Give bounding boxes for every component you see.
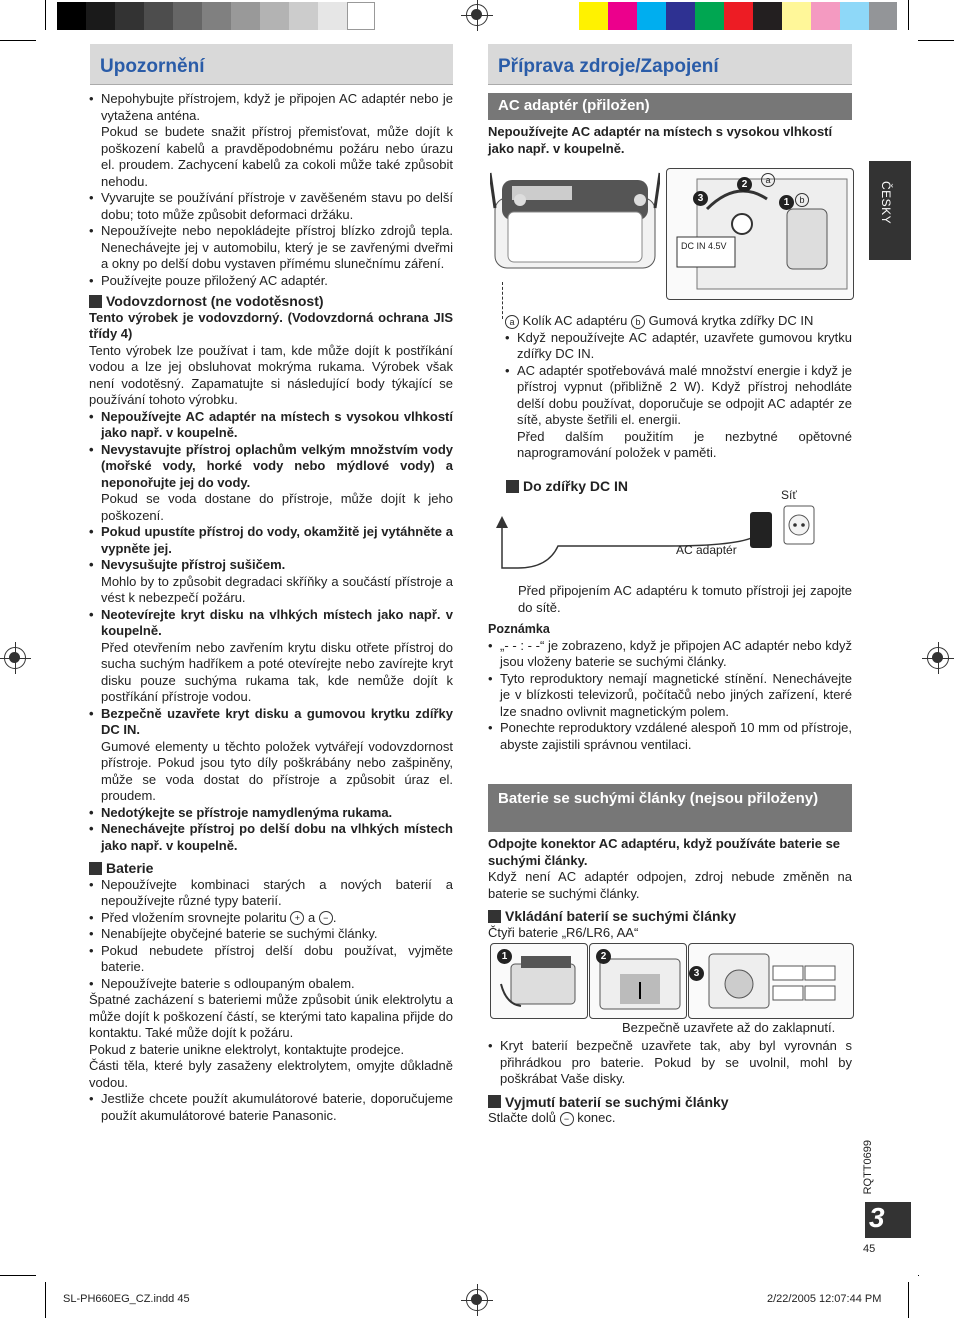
paragraph: Když není AC adaptér odpojen, zdroj nebude změněn na baterie se suchými články. — [488, 869, 852, 901]
crop-mark — [908, 0, 909, 30]
swatch — [869, 2, 897, 30]
paragraph: Pokud se voda dostane do přístroje, může dojít k jeho poškození. — [101, 491, 453, 523]
list-item: • Pokud nebudete přístroj delší dobu používat, vyjměte baterie. — [89, 943, 453, 976]
crop-mark — [0, 40, 36, 41]
list-item: • Nepoužívejte AC adaptér na místech s vysokou vlhkostí jako např. v koupelně. — [89, 409, 453, 442]
swatch — [289, 2, 318, 30]
note-heading: Poznámka — [488, 622, 550, 636]
list-item: • Tyto reproduktory nemají magnetické stínění. Nenechávejte je v blízkosti televizorů, počítačů nebo jiných zařízení, které lze snadno ovlivnit magnetickým polem. — [488, 671, 852, 721]
footer-right: 2/22/2005 12:07:44 PM — [767, 1293, 882, 1305]
paragraph: Tento výrobek je vodovzdorný. (Vodovzdorná ochrana JIS třídy 4) — [89, 309, 453, 341]
list-item: • Nenabíjejte obyčejné baterie se suchými články. — [89, 926, 453, 943]
crop-mark — [45, 1282, 46, 1318]
step-2-marker: 2 — [737, 177, 752, 192]
jack-drawing — [667, 169, 853, 299]
list-item: • Nepoužívejte kombinaci starých a nových baterií a nepoužívejte různé typy baterií. — [89, 877, 453, 910]
subsection-bar-ac — [488, 93, 852, 120]
heading-text: Baterie se suchými články (nejsou přiloženy) — [498, 790, 819, 807]
device-illustration — [490, 168, 660, 280]
list-item: • Používejte pouze přiložený AC adaptér. — [89, 273, 453, 290]
swatch — [695, 2, 724, 30]
left-column — [89, 91, 453, 1124]
heading-text: Vodovzdornost (ne vodotěsnost) — [106, 293, 324, 309]
language-tab-label: ČESKY — [879, 181, 893, 225]
swatch — [811, 2, 840, 30]
text: konec. — [577, 1110, 616, 1125]
note-block — [488, 621, 852, 753]
paragraph: Před připojením AC adaptéru k tomuto přístroji jej zapojte do sítě. — [518, 583, 852, 615]
square-bullet-icon — [506, 480, 519, 493]
list-item: • Kryt baterií bezpečně uzavřete tak, aby byl vyrovnán s přihrádkou pro baterie. Pokud by se uvolnil, mohl by poškrábat Vaše disky. — [488, 1038, 852, 1088]
text: Stlačte dolů — [488, 1110, 556, 1125]
label-adapter: AC adaptér — [676, 543, 737, 557]
swatch — [666, 2, 695, 30]
paragraph: Špatné zacházení s bateriemi může způsobit únik elektrolytu a může dojít k poškození částí, se kterými tato kapalina přijde do kontaktu. Také může dojít k požáru. — [89, 992, 453, 1040]
swatch — [782, 2, 811, 30]
square-bullet-icon — [89, 862, 102, 875]
subheading-insert — [488, 908, 852, 925]
connector-line — [502, 282, 503, 319]
list-item: • Jestliže chcete použít akumulátorové baterie, doporučujeme použít akumulátorové baterie Panasonic. — [89, 1091, 453, 1124]
page-number: 45 — [863, 1243, 876, 1255]
step3-drawing — [689, 944, 853, 1018]
ac-notes — [505, 313, 852, 462]
heading-text: Vkládání baterií se suchými články — [505, 908, 737, 924]
list-item: • AC adaptér spotřebovává malé množství energie i když je přístroj vypnut (přibližně 2 W). Když přístroj nehodláte delší dobu používat, doporučuje se odpojit AC adaptér ze sítě, abyste šetřili el. energii. — [505, 363, 852, 429]
marker-a: a — [505, 315, 519, 329]
subheading-remove — [488, 1094, 852, 1111]
paragraph: Pokud z baterie unikne elektrolyt, kontaktujte prodejce. — [89, 1041, 405, 1057]
list-item: • Vyvarujte se používání přístroje v zavěšeném stavu po delší dobu; toto může způsobit deformaci držáku. — [89, 190, 453, 223]
battery-step-2 — [589, 943, 687, 1019]
paragraph: Části těla, které byly zasaženy elektrolytem, omyjte důkladně vodou. — [89, 1058, 453, 1090]
text: Gumová krytka zdířky DC IN — [648, 313, 814, 328]
dcin-text — [518, 583, 852, 616]
text: Kolík AC adaptéru — [522, 313, 628, 328]
swatch — [173, 2, 202, 30]
square-bullet-icon — [488, 1095, 501, 1108]
list-item: • Nepohybujte přístrojem, když je připojen AC adaptér nebo je vytažena anténa. — [89, 91, 453, 124]
minus-polarity-icon: − — [560, 1112, 574, 1126]
paragraph: Před otevřením nebo zavřením krytu disku otřete přístroj do sucha suchým hadříkem a poté otevírejte nebo zavírejte kryt disku pouze suchýma rukama tak, kde nemůže dojít k postříkání přístroje vodou. — [101, 639, 453, 704]
list-item: • Ponechte reproduktory vzdálené alespoň 10 mm od přístroje, abyste zajistili správnou ventilaci. — [488, 720, 852, 753]
list-item: • Nevystavujte přístroj oplachům velkým množstvím vody (mořské vody, horké vody nebo mýdlové vody) a neponořujte jej do vody. — [89, 442, 453, 492]
paragraph: Odpojte konektor AC adaptéru, když používáte baterie se suchými články. — [488, 836, 841, 868]
step-3-marker: 3 — [689, 966, 704, 981]
crop-mark — [918, 1275, 919, 1276]
registration-mark-icon — [466, 1289, 488, 1311]
device-drawing — [490, 168, 660, 280]
list-item: • „- - : - -“ je zobrazeno, když je připojen AC adaptér nebo když jsou vloženy baterie se suchými články. — [488, 638, 852, 671]
list-item: • Před vložením srovnejte polaritu + a − . — [89, 910, 453, 927]
paragraph: Mohlo by to způsobit degradaci skříňky a součástí přístroje a vést k nebezpečí požáru. — [101, 573, 453, 605]
swatch — [231, 2, 260, 30]
subheading-water — [89, 293, 453, 310]
registration-mark-icon — [927, 647, 949, 669]
heading-text: Baterie — [106, 860, 154, 876]
section-title-bar — [488, 44, 852, 85]
page-title-right: Příprava zdroje/Zapojení — [498, 56, 719, 77]
page-badge — [865, 1202, 911, 1238]
list-item: • Pokud upustíte přístroj do vody, okamžitě jej vytáhněte a vypněte jej. — [89, 524, 453, 557]
battery-block — [488, 836, 852, 941]
swatch — [202, 2, 231, 30]
heading-text: Do zdířky DC IN — [523, 478, 629, 494]
registration-mark-icon — [4, 647, 26, 669]
swatch — [579, 2, 608, 30]
heading-text: AC adaptér (přiložen) — [498, 97, 650, 114]
list-item: • Bezpečně uzavřete kryt disku a gumovou krytku zdířky DC IN. — [89, 706, 453, 739]
page-title-left: Upozornění — [100, 56, 205, 77]
jack-label: DC IN 4.5V — [681, 241, 727, 251]
list-item: • Nepoužívejte nebo nepokládejte přístroj blízko zdrojů tepla. Nenechávejte jej v automobilu, který je se zavřenými dveřmi a okny po delší dobu vystaven přímému slunečnímu záření. — [89, 223, 453, 273]
list-item: • Neotevírejte kryt disku na vlhkých místech jako např. v koupelně. — [89, 607, 453, 640]
paragraph: Tento výrobek lze používat i tam, kde může dojít k postříkání vodou a lze jej obsluhovat mokrýma rukama. Výrobek však není vodotěsný. Zapamatujte si následující body týkající se používání tohoto výrobku. — [89, 342, 453, 407]
paragraph: Gumové elementy u těchto položek vytvářejí vodovzdornost přístroje. Pokud jsou tyto díly poškrábány nebo zašpiněny, může se voda dostat do přístroje a způsobit úraz el. proudem. — [101, 738, 453, 803]
page-badge-number: 3 — [869, 1202, 885, 1233]
battery-step-1 — [490, 943, 588, 1019]
swatch — [637, 2, 666, 30]
text: a — [307, 909, 316, 925]
subheading-battery — [89, 860, 453, 877]
step-1-marker: 1 — [779, 195, 794, 210]
marker-a: a — [761, 173, 775, 187]
paragraph: Pokud se budete snažit přístroj přemisťovat, může dojít k poškození kabelů a pravděpodobnému požáru nebo úrazu el. proudem. Zachycení kabelů za cokoli může také způsobit nehodu. — [101, 124, 453, 189]
swatch — [318, 2, 347, 30]
step-3-marker: 3 — [693, 191, 708, 206]
swatch — [724, 2, 753, 30]
list-item: • Nevysušujte přístroj sušičem. — [89, 557, 453, 574]
subsection-bar-batteries — [488, 784, 852, 832]
marker-b: b — [795, 193, 809, 207]
marker-b: b — [631, 315, 645, 329]
paragraph: Čtyři baterie „R6/LR6, AA“ — [488, 924, 639, 940]
doc-code: RQTT0699 — [862, 1140, 874, 1195]
list-item: • Nenechávejte přístroj po delší dobu na vlhkých místech jako např. v koupelně. — [89, 821, 453, 854]
minus-polarity-icon: − — [319, 911, 333, 925]
list-item: • Nepoužívejte baterie s odloupaným obalem. — [89, 976, 453, 993]
connection-diagram — [488, 496, 852, 576]
swatch — [840, 2, 869, 30]
text: Před vložením srovnejte polaritu — [101, 909, 287, 925]
paragraph: Před dalším použitím je nezbytné opětovné naprogramování položek v paměti. — [517, 428, 852, 460]
swatch — [260, 2, 289, 30]
dc-in-jack-closeup — [666, 168, 854, 300]
crop-mark — [908, 1282, 909, 1318]
crop-mark — [0, 1275, 36, 1276]
subheading-dcin — [506, 478, 628, 494]
list-item: • Když nepoužívejte AC adaptér, uzavřete gumovou krytku zdířky DC IN. — [505, 330, 852, 363]
step-1-marker: 1 — [497, 949, 512, 964]
battery-block-2 — [488, 1038, 852, 1127]
swatch — [608, 2, 637, 30]
swatch — [144, 2, 173, 30]
swatch — [753, 2, 782, 30]
footer-left: SL-PH660EG_CZ.indd 45 — [63, 1293, 190, 1305]
section-title-bar — [90, 44, 453, 85]
square-bullet-icon — [89, 295, 102, 308]
swatch — [115, 2, 144, 30]
close-note: Bezpečně uzavřete až do zaklapnutí. — [622, 1020, 836, 1035]
swatch — [57, 2, 86, 30]
registration-mark-icon — [466, 4, 488, 26]
plus-polarity-icon: + — [290, 911, 304, 925]
label-net: Síť — [781, 488, 797, 502]
legend — [505, 313, 852, 330]
step-2-marker: 2 — [596, 949, 611, 964]
swatch — [347, 2, 375, 30]
square-bullet-icon — [488, 910, 501, 923]
language-tab — [869, 161, 911, 260]
crop-mark — [918, 40, 954, 41]
battery-step-3 — [688, 943, 854, 1019]
ac-warning: Nepoužívejte AC adaptér na místech s vysokou vlhkostí jako např. v koupelně. — [488, 124, 833, 156]
list-item: • Nedotýkejte se přístroje namydlenýma rukama. — [89, 805, 453, 822]
heading-text: Vyjmutí baterií se suchými články — [505, 1093, 729, 1110]
swatch — [86, 2, 115, 30]
crop-mark — [45, 0, 46, 30]
paragraph — [488, 1110, 852, 1127]
